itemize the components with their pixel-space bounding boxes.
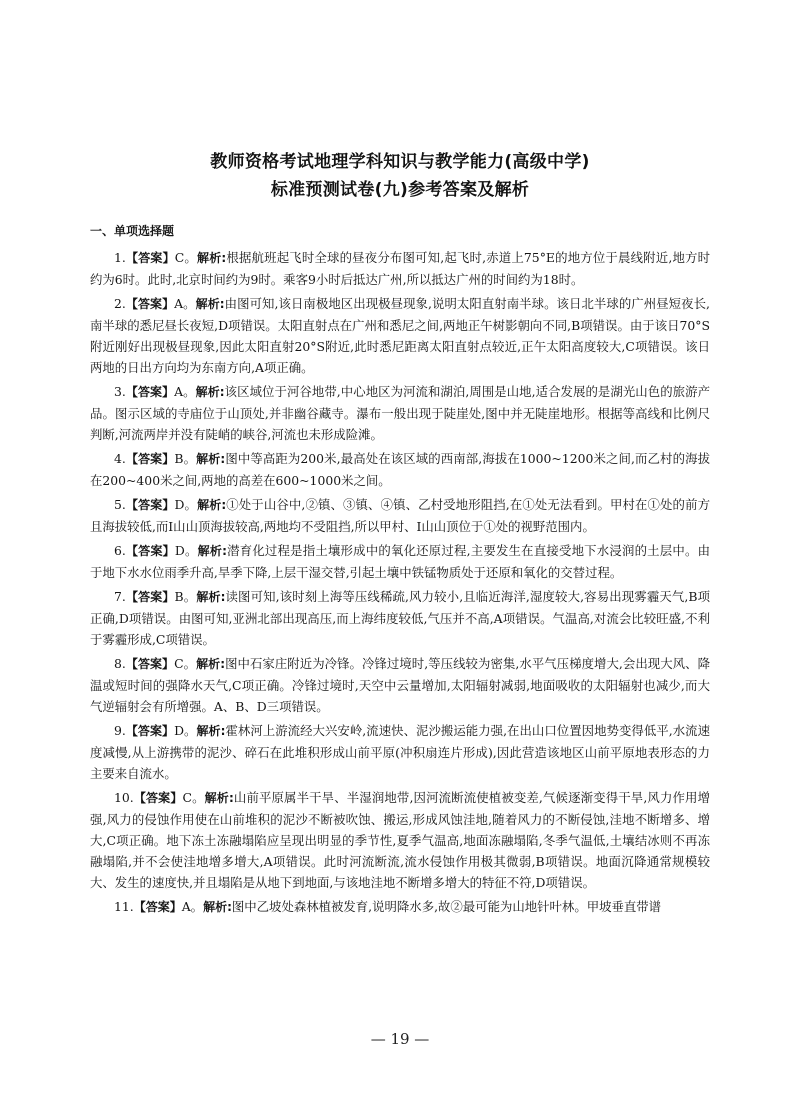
- answer-tag: 【答案】: [125, 657, 175, 671]
- answer-tag: 【答案】: [125, 297, 175, 311]
- answer-tag: 【答案】: [125, 498, 175, 512]
- answer-choice: D。: [174, 497, 198, 512]
- item-number: 6.: [114, 543, 126, 558]
- explain-tag: 解析:: [195, 297, 225, 311]
- explanation-text: 图中等高距为200米,最高处在该区域的西南部,海拔在1000~1200米之间,而乙村的海拔在200~400米之间,两地的高差在600~1000米之间。: [90, 451, 710, 488]
- answer-item: [90, 586, 710, 650]
- document-subtitle: 标准预测试卷(九)参考答案及解析: [270, 180, 530, 200]
- explanation-text: 潜育化过程是指土壤形成中的氧化还原过程,主要发生在直接受地下水浸润的土层中。由于地下水水位雨季升高,旱季下降,上层干湿交替,引起土壤中铁锰物质处于还原和氧化的交替过程。: [90, 543, 710, 580]
- answer-tag: 【答案】: [125, 251, 175, 265]
- item-number: 5.: [114, 497, 126, 512]
- explain-tag: 解析:: [197, 251, 227, 265]
- answer-item: [90, 293, 710, 378]
- answer-tag: 【答案】: [125, 385, 175, 399]
- answer-choice: C。: [182, 790, 205, 805]
- explanation-text: 图中乙坡处森林植被发育,说明降水多,故②最可能为山地针叶林。甲坡垂直带谱: [231, 899, 662, 914]
- answer-choice: D。: [174, 723, 197, 738]
- explain-tag: 解析:: [197, 544, 227, 558]
- item-number: 2.: [114, 296, 126, 311]
- answer-item: [90, 247, 710, 290]
- item-number: 11.: [114, 899, 134, 914]
- section-heading: 一、单项选择题: [90, 224, 175, 238]
- answer-item: [90, 896, 710, 918]
- answer-tag: 【答案】: [133, 791, 183, 805]
- item-number: 7.: [114, 589, 126, 604]
- answer-list: [90, 247, 710, 921]
- document-title: 教师资格考试地理学科知识与教学能力(高级中学): [210, 152, 590, 172]
- answer-choice: C。: [174, 250, 198, 265]
- page-number: — 19 —: [370, 1030, 430, 1048]
- explanation-text: 山前平原属半干旱、半湿润地带,因河流断流使植被变差,气候逐渐变得干旱,风力作用增强,风力的侵蚀作用使在山前堆积的泥沙不断被吹蚀、搬运,形成风蚀洼地,随着风力的不断侵蚀,洼地不断增多、增大,C项正确。地下冻土冻融塌陷应呈现出明显的季节性,夏季气温高,地面冻融塌陷,冬季气温低,土壤结冰则不再冻融塌陷,并不会使洼地增多增大,A项错误。此时河流断流,流水侵蚀作用极其微弱,B项错误。地面沉降通常规模较大、发生的速度快,并且塌陷是从地下到地面,与该地洼地不断增多增大的特征不符,D项错误。: [90, 790, 710, 890]
- explanation-text: 读图可知,该时刻上海等压线稀疏,风力较小,且临近海洋,湿度较大,容易出现雾霾天气,B项正确,D项错误。由图可知,亚洲北部出现高压,而上海纬度较低,气压并不高,A项错误。气温高,对流会比较旺盛,不利于雾霾形成,C项错误。: [90, 589, 710, 647]
- item-number: 8.: [114, 656, 126, 671]
- answer-item: [90, 540, 710, 583]
- explain-tag: 解析:: [197, 498, 227, 512]
- answer-choice: C。: [174, 656, 197, 671]
- answer-choice: A。: [181, 899, 204, 914]
- answer-tag: 【答案】: [133, 900, 182, 914]
- explain-tag: 解析:: [195, 385, 225, 399]
- explanation-text: 霍林河上游流经大兴安岭,流速快、泥沙搬运能力强,在出山口位置因地势变得低平,水流速度减慢,从上游携带的泥沙、碎石在此堆积形成山前平原(冲积扇连片形成),因此营造该地区山前平原地表形态的力主要来自流水。: [90, 723, 710, 781]
- answer-choice: D。: [174, 543, 198, 558]
- explanation-text: 该区域位于河谷地带,中心地区为河流和湖泊,周围是山地,适合发展的是湖光山色的旅游产品。图示区域的寺庙位于山顶处,并非幽谷藏寺。瀑布一般出现于陡崖处,图中并无陡崖地形。根据等高线和比例尺判断,河流两岸并没有陡峭的峡谷,河流也未形成险滩。: [90, 384, 710, 442]
- answer-item: [90, 381, 710, 445]
- answer-item: [90, 448, 710, 491]
- answer-item: [90, 720, 710, 784]
- explain-tag: 解析:: [196, 452, 226, 466]
- item-number: 4.: [114, 451, 126, 466]
- answer-choice: B。: [174, 451, 197, 466]
- explanation-text: 根据航班起飞时全球的昼夜分布图可知,起飞时,赤道上75°E的地方位于晨线附近,地方时约为6时。此时,北京时间约为9时。乘客9小时后抵达广州,所以抵达广州的时间约为18时。: [90, 250, 710, 287]
- answer-choice: A。: [174, 384, 196, 399]
- item-number: 9.: [114, 723, 126, 738]
- answer-item: [90, 494, 710, 537]
- answer-choice: B。: [174, 589, 197, 604]
- answer-tag: 【答案】: [125, 544, 175, 558]
- answer-tag: 【答案】: [125, 590, 175, 604]
- explain-tag: 解析:: [204, 791, 234, 805]
- explanation-text: ①处于山谷中,②镇、③镇、④镇、乙村受地形阻挡,在①处无法看到。甲村在①处的前方且海拔较低,而Ⅰ山山顶海拔较高,两地均不受阻挡,所以甲村、Ⅰ山山顶位于①处的视野范围内。: [90, 497, 710, 534]
- answer-choice: A。: [174, 296, 196, 311]
- explanation-text: 由图可知,该日南极地区出现极昼现象,说明太阳直射南半球。该日北半球的广州昼短夜长,南半球的悉尼昼长夜短,D项错误。太阳直射点在广州和悉尼之间,两地正午树影朝向不同,B项错误。由于该日70°S附近刚好出现极昼现象,因此太阳直射20°S附近,此时悉尼距离太阳直射点较近,正午太阳高度较大,C项错误。该日两地的日出方向均为东南方向,A项正确。: [90, 296, 710, 375]
- explain-tag: 解析:: [196, 590, 226, 604]
- item-number: 1.: [114, 250, 126, 265]
- item-number: 3.: [114, 384, 126, 399]
- answer-tag: 【答案】: [125, 452, 175, 466]
- explanation-text: 图中石家庄附近为冷锋。冷锋过境时,等压线较为密集,水平气压梯度增大,会出现大风、降温或短时间的强降水天气,C项正确。冷锋过境时,天空中云量增加,太阳辐射减弱,地面吸收的太阳辐射也减少,而大气逆辐射会有所增强。A、B、D三项错误。: [90, 656, 710, 714]
- answer-tag: 【答案】: [125, 724, 175, 738]
- explain-tag: 解析:: [203, 900, 232, 914]
- explain-tag: 解析:: [196, 657, 226, 671]
- item-number: 10.: [114, 790, 134, 805]
- answer-item: [90, 787, 710, 893]
- explain-tag: 解析:: [196, 724, 226, 738]
- answer-item: [90, 653, 710, 717]
